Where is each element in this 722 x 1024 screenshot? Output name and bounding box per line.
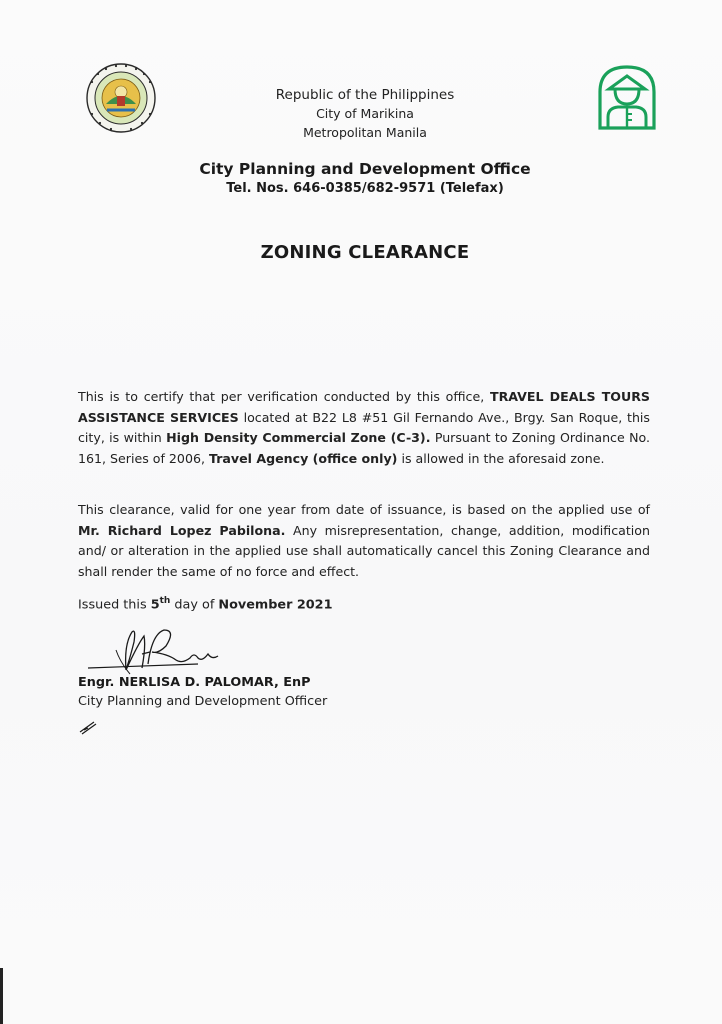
letterhead [180, 86, 550, 142]
issued-date [78, 596, 333, 612]
issued-prefix: Issued this [78, 597, 151, 613]
p1-text-2: located at B22 L8 #51 Gil Fernando Ave., Brgy. San Roque, this city, is within [78, 409, 650, 445]
person-with-hat-icon [596, 64, 658, 130]
p1-text-3: Pursuant to Zoning Ordinance No. 161, Series of 2006, [78, 430, 650, 466]
handwritten-signature [86, 624, 226, 678]
signatory-title: City Planning and Development Officer [78, 694, 328, 709]
republic-line: Republic of the Philippines [275, 87, 455, 103]
metro-line: Metropolitan Manila [303, 125, 427, 140]
signatory-name: Engr. NERLISA D. PALOMAR, EnP [78, 675, 311, 690]
marikina-city-seal-icon [76, 62, 166, 134]
scan-edge-mark [0, 968, 3, 1024]
certification-paragraph [78, 387, 650, 469]
telephone-line: Tel. Nos. 646-0385/682-9571 (Telefax) [226, 181, 504, 196]
city-line: City of Marikina [316, 106, 414, 121]
issued-month-year: November 2021 [218, 597, 333, 613]
issued-middle: day of [170, 597, 219, 613]
document-title: ZONING CLEARANCE [260, 242, 470, 263]
initial-mark-icon [78, 716, 98, 736]
applicant-name: Mr. Richard Lopez Pabilona. [78, 522, 286, 538]
allowed-use: Travel Agency (office only) [208, 450, 398, 466]
issued-day: 5 [150, 597, 160, 613]
company-name: TRAVEL DEALS TOURS ASSISTANCE SERVICES [78, 389, 651, 425]
p2-text-1: This clearance, valid for one year from date of issuance, is based on the applied use of [78, 502, 650, 517]
issued-day-suffix: th [159, 596, 171, 606]
p1-text-1: This is to certify that per verification conducted by this office, [78, 389, 490, 404]
validity-paragraph [78, 500, 650, 582]
zone-classification: High Density Commercial Zone (C-3). [166, 430, 431, 445]
office-name: City Planning and Development Office [199, 160, 531, 178]
p1-text-4: is allowed in the aforesaid zone. [397, 450, 605, 466]
p2-text-2: Any misrepresentation, change, addition, modification and/ or alteration in the applied use shall automatically cancel this Zoning Clearance and shall render the same of no force and effect. [78, 522, 650, 579]
